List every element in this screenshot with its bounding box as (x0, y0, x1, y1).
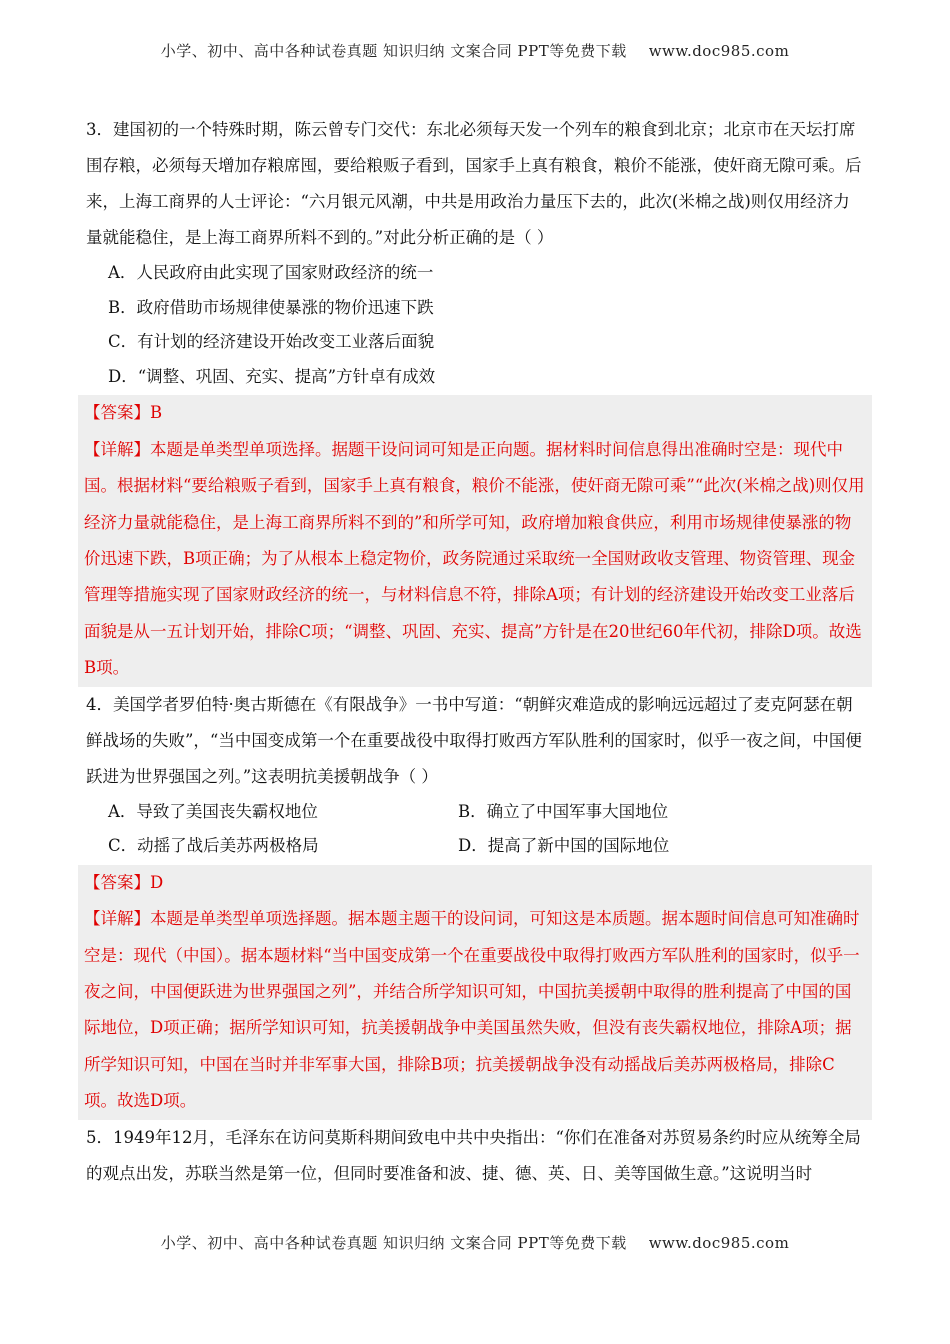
answer-block (78, 865, 872, 1120)
answer-label: 【答案】D (84, 872, 164, 892)
header-site-link[interactable]: www.doc985.com (648, 42, 790, 60)
question-stem: 3．建国初的一个特殊时期，陈云曾专门交代：东北必须每天发一个列车的粮食到北京；北京市在天坛打席围存粮，必须每天增加存粮席囤，要给粮贩子看到，国家手上真有粮食，粮价不能涨，使奸商无隙可乘。后来，上海工商界的人士评论：“六月银元风潮，中共是用政治力量压下去的，此次(米棉之战)则仅用经济力量就能稳住，是上海工商界所料不到的。”对此分析正确的是（ ） (86, 120, 862, 247)
question-options (108, 256, 864, 394)
page-header (0, 40, 950, 61)
footer-site-link[interactable]: www.doc985.com (648, 1234, 790, 1252)
answer-label: 【答案】B (84, 403, 163, 423)
page-content (86, 112, 864, 1192)
page-footer (0, 1232, 950, 1253)
answer-detail: 【详解】本题是单类型单项选择。据题干设问词可知是正向题。据材料时间信息得出准确时空是：现代中国。根据材料“要给粮贩子看到，国家手上真有粮食，粮价不能涨，使奸商无隙可乘”“此次(米棉之战)则仅用经济力量就能稳住，是上海工商界所料不到的”和所学可知，政府增加粮食供应，利用市场规律使暴涨的物价迅速下跌，B项正确；为了从根本上稳定物价，政务院通过采取统一全国财政收支管理、物资管理、现金管理等措施实现了国家财政经济的统一，与材料信息不符，排除A项；有计划的经济建设开始改变工业落后面貌是从一五计划开始，排除C项；“调整、巩固、充实、提高”方针是在20世纪60年代初，排除D项。故选B项。 (84, 439, 865, 678)
option-b: B．确立了中国军事大国地位 (458, 801, 669, 821)
question-3 (86, 112, 864, 687)
option-b: B．政府借助市场规律使暴涨的物价迅速下跌 (108, 297, 434, 317)
option-c: C．有计划的经济建设开始改变工业落后面貌 (108, 332, 435, 352)
footer-text: 小学、初中、高中各种试卷真题 知识归纳 文案合同 PPT等免费下载 (160, 1234, 627, 1252)
question-4 (86, 687, 864, 1120)
option-c: C．动摇了战后美苏两极格局 (108, 836, 319, 856)
option-d: D．“调整、巩固、充实、提高”方针卓有成效 (108, 366, 436, 386)
answer-detail: 【详解】本题是单类型单项选择题。据本题主题干的设问词，可知这是本质题。据本题时间信息可知准确时空是：现代（中国）。据本题材料“当中国变成第一个在重要战役中取得打败西方军队胜利的国家时，似乎一夜之间，中国便跃进为世界强国之列”，并结合所学知识可知，中国抗美援朝中取得的胜利提高了中国的国际地位，D项正确；据所学知识可知，抗美援朝战争中美国虽然失败，但没有丧失霸权地位，排除A项；据所学知识可知，中国在当时并非军事大国，排除B项；抗美援朝战争没有动摇战后美苏两极格局，排除C项。故选D项。 (84, 909, 860, 1111)
header-text: 小学、初中、高中各种试卷真题 知识归纳 文案合同 PPT等免费下载 (160, 42, 627, 60)
answer-block (78, 395, 872, 686)
question-5 (86, 1120, 864, 1192)
question-stem: 4．美国学者罗伯特·奥古斯德在《有限战争》一书中写道：“朝鲜灾难造成的影响远远超过了麦克阿瑟在朝鲜战场的失败”，“当中国变成第一个在重要战役中取得打败西方军队胜利的国家时，似乎一夜之间，中国便跃进为世界强国之列。”这表明抗美援朝战争（ ） (86, 694, 862, 786)
option-a: A．人民政府由此实现了国家财政经济的统一 (108, 263, 434, 282)
option-a: A．导致了美国丧失霸权地位 (108, 801, 318, 821)
question-options (108, 795, 864, 864)
option-d: D．提高了新中国的国际地位 (458, 836, 670, 856)
question-stem: 5．1949年12月，毛泽东在访问莫斯科期间致电中共中央指出：“你们在准备对苏贸易条约时应从统筹全局的观点出发，苏联当然是第一位，但同时要准备和波、捷、德、英、日、美等国做生意。”这说明当时 (86, 1127, 861, 1183)
